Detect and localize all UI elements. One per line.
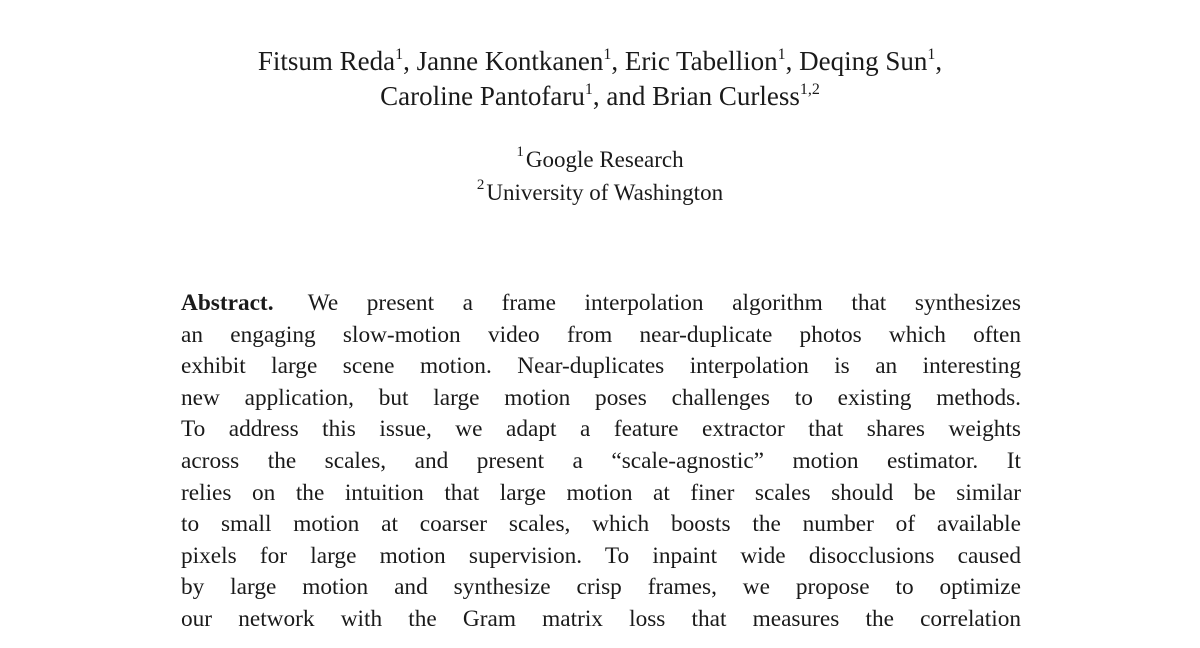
author-affiliation-mark: 1,2: [799, 81, 820, 98]
author-line-2: [0, 79, 1200, 114]
affiliation-mark: 2: [476, 177, 485, 194]
abstract-line: relies on the intuition that large motion at finer scales should be similar: [181, 479, 1021, 506]
abstract-line: pixels for large motion supervision. To inpaint wide disocclusions caused: [181, 542, 1021, 569]
author-affiliation-mark: 1: [927, 46, 936, 63]
abstract-line: To address this issue, we adapt a feature extractor that shares weights: [181, 416, 1021, 443]
author-affiliation-mark: 1: [777, 46, 786, 63]
author-name: Fitsum Reda: [257, 46, 396, 76]
author-name: Janne Kontkanen: [416, 46, 604, 76]
author-line-1: [0, 44, 1200, 79]
abstract-block: [181, 288, 1021, 636]
author-separator: ,: [403, 46, 417, 76]
abstract-line: our network with the Gram matrix loss that measures the correlation: [181, 605, 1021, 632]
abstract-line: an engaging slow-motion video from near-duplicate photos which often: [181, 321, 1021, 348]
author-affiliation-mark: 1: [395, 46, 404, 63]
author-separator: ,: [935, 46, 943, 76]
abstract-line: exhibit large scene motion. Near-duplicates interpolation is an interesting: [181, 353, 1021, 380]
author-list: [0, 44, 1200, 114]
author-affiliation-mark: 1: [584, 81, 593, 98]
author-name: Eric Tabellion: [624, 46, 778, 76]
abstract-line: new application, but large motion poses challenges to existing methods.: [181, 384, 1021, 411]
abstract-heading: Abstract.: [181, 290, 274, 316]
abstract-line: [181, 288, 1021, 320]
abstract-line: across the scales, and present a “scale-agnostic” motion estimator. It: [181, 447, 1021, 474]
author-name: Brian Curless: [652, 81, 800, 111]
author-affiliation-mark: 1: [603, 46, 612, 63]
author-separator: ,: [611, 46, 625, 76]
abstract-line: by large motion and synthesize crisp frames, we propose to optimize: [181, 574, 1021, 601]
affiliation-list: [0, 143, 1200, 209]
author-name: Caroline Pantofaru: [380, 81, 585, 111]
affiliation-item: [0, 176, 1200, 209]
abstract-line: to small motion at coarser scales, which boosts the number of available: [181, 511, 1021, 538]
author-separator: , and: [592, 81, 653, 111]
affiliation-item: [0, 143, 1200, 176]
affiliation-name: Google Research: [525, 147, 684, 172]
affiliation-name: University of Washington: [486, 180, 724, 205]
affiliation-mark: 1: [516, 144, 524, 161]
author-name: Deqing Sun: [799, 46, 928, 76]
author-separator: ,: [785, 46, 800, 76]
abstract-text: We present a frame interpolation algorithm that synthesizes: [307, 290, 1021, 316]
